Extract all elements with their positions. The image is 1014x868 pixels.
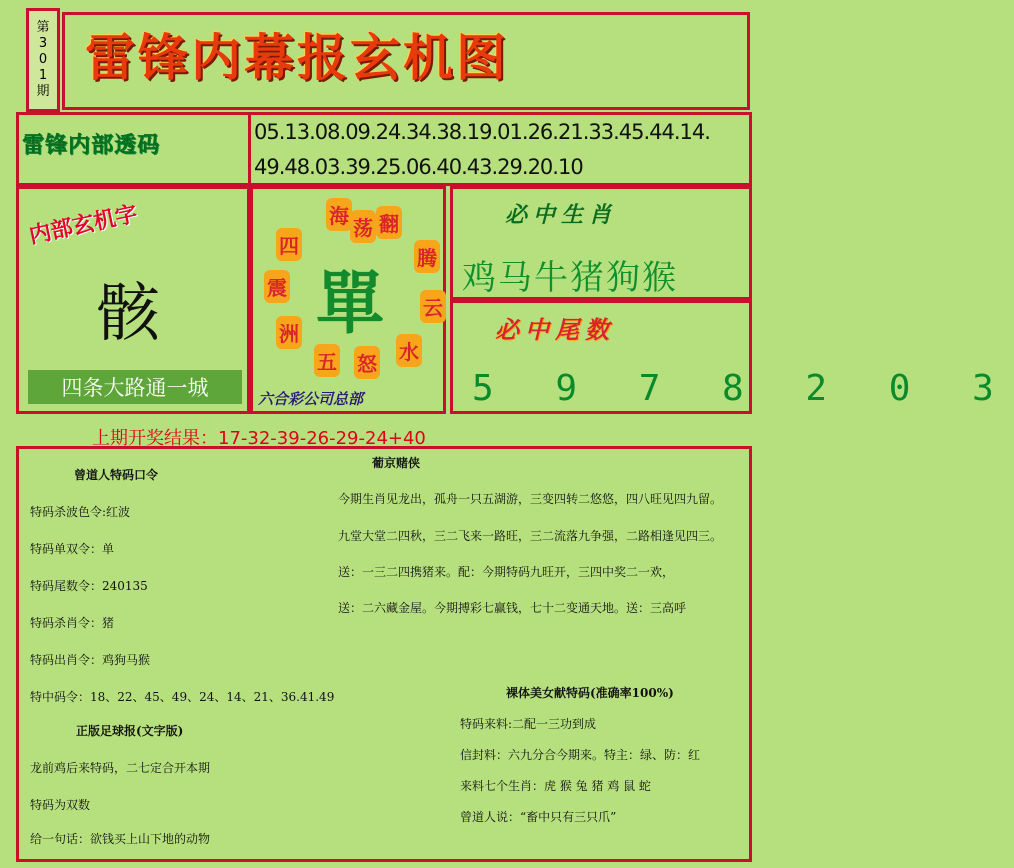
right-line-2: 信封料：六九分合今期来。特主：绿、防：红 xyxy=(460,748,701,762)
slogan-banner: 四条大路通一城 xyxy=(28,370,242,404)
odd-even-character: 單 xyxy=(316,264,385,344)
right-line: 今期生肖见龙出，孤舟一只五湖游，三变四转二悠悠，四八旺见四九留。 xyxy=(338,492,723,506)
left-heading: 曾道人特码口令 xyxy=(74,468,159,482)
ring-char: 腾 xyxy=(414,240,440,273)
ring-char: 翻 xyxy=(376,206,402,239)
page-title: 雷锋内幕报玄机图 xyxy=(85,28,509,87)
ring-char: 四 xyxy=(276,228,302,261)
last-draw-label: 上期开奖结果： xyxy=(92,428,218,449)
ring-char: 水 xyxy=(396,334,422,367)
issue-prefix: 第 xyxy=(36,20,50,35)
ring-char: 云 xyxy=(420,290,446,323)
right-line: 送：一三二四携猪来。配：今期特码九旺开，三四中奖二一欢， xyxy=(338,565,675,579)
right-line: 九堂大堂二四秋，三二飞来一路旺，三二流落九争强，二路相逢见四三。 xyxy=(338,529,723,543)
right-heading: 葡京赌侠 xyxy=(372,456,421,470)
left-line: 特码出肖令：鸡狗马猴 xyxy=(30,653,151,667)
zodiac-label: 必中生肖 xyxy=(505,202,618,228)
left-line: 特中码令：18、22、45、49、24、14、21、36.41.49 xyxy=(30,690,335,704)
zodiac-list: 鸡马牛猪狗猴 xyxy=(462,258,678,298)
tail-number-label: 必中尾数 xyxy=(495,315,615,344)
right-line-2: 曾道人说：“畜中只有三只爪” xyxy=(460,810,617,824)
right-line-2: 特码来料:二配一三功到成 xyxy=(460,717,597,731)
right-line-2: 来料七个生肖：虎 猴 兔 猪 鸡 鼠 蛇 xyxy=(460,779,651,793)
left-line: 特码尾数令：240135 xyxy=(30,579,148,593)
numbers-label: 雷锋内部透码 xyxy=(22,132,161,158)
issue-label xyxy=(26,8,60,112)
left-heading-2: 正版足球报(文字版) xyxy=(76,724,184,738)
tail-number-digits: 5 9 7 8 2 0 3 xyxy=(472,368,1014,409)
mystery-character: 骸 xyxy=(96,277,160,351)
ring-char: 五 xyxy=(314,344,340,377)
mystery-character-label: 内部玄机字 xyxy=(26,200,140,250)
left-line: 特码杀肖令：猪 xyxy=(30,616,115,630)
divider xyxy=(248,115,251,183)
numbers-line-2: 49.48.03.39.25.06.40.43.29.20.10 xyxy=(254,155,583,179)
numbers-line-1: 05.13.08.09.24.34.38.19.01.26.21.33.45.44.14. xyxy=(254,120,710,144)
ring-char: 荡 xyxy=(350,210,376,243)
issue-digit: 1 xyxy=(38,68,48,83)
issue-digit: 3 xyxy=(38,36,48,51)
company-label: 六合彩公司总部 xyxy=(258,390,364,408)
left-line-2: 特码为双数 xyxy=(30,798,91,812)
left-line: 特码杀波色令:红波 xyxy=(30,505,131,519)
left-line-2: 给一句话：欲钱买上山下地的动物 xyxy=(30,832,211,846)
left-line-2: 龙前鸡后来特码，二七定合开本期 xyxy=(30,761,211,775)
last-draw-value: 17-32-39-26-29-24+40 xyxy=(218,428,426,449)
left-line: 特码单双令：单 xyxy=(30,542,115,556)
issue-digit: 0 xyxy=(38,52,48,67)
right-line: 送：二六藏金屋。今期搏彩七赢钱，七十二变通天地。送：三高呼 xyxy=(338,601,687,615)
right-heading-2: 裸体美女献特码(准确率100%) xyxy=(506,686,674,700)
issue-suffix: 期 xyxy=(36,84,50,99)
ring-char: 海 xyxy=(326,198,352,231)
ring-char: 震 xyxy=(264,270,290,303)
ring-char: 怒 xyxy=(354,346,380,379)
ring-char: 洲 xyxy=(276,316,302,349)
